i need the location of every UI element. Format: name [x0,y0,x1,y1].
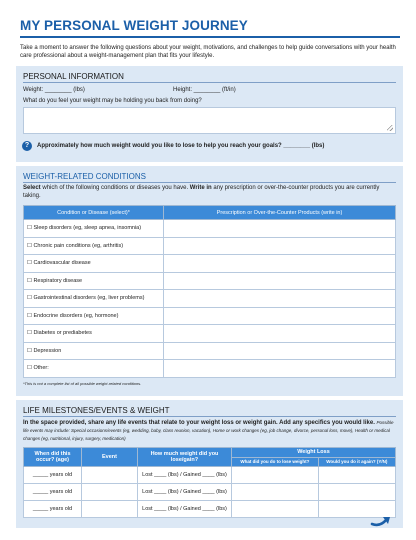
height-field[interactable]: Height: ________ (ft/in) [173,87,236,93]
condition-row [24,220,396,238]
age-cell[interactable]: _____ years old [24,467,82,484]
section-divider [23,82,396,83]
condition-checkbox-item[interactable]: ☐ Endocrine disorders (eg, hormone) [24,307,164,325]
page-title: MY PERSONAL WEIGHT JOURNEY [20,18,248,33]
intro-text-1: which of the following conditions or diseases you have. [40,185,190,191]
life-milestones-intro [23,419,397,443]
what-did-you-do-cell[interactable] [232,484,319,501]
amount-column-header: How much weight did you lose/gain? [138,448,232,467]
condition-checkbox-item[interactable]: ☐ Cardiovascular disease [24,255,164,273]
personal-info-title: PERSONAL INFORMATION [23,72,124,81]
what-did-you-do-cell[interactable] [232,467,319,484]
product-writein-cell[interactable] [164,360,396,378]
condition-checkbox-item[interactable]: ☐ Other: [24,360,164,378]
when-column-header: When did this occur? (age) [24,448,82,467]
do-it-again-cell[interactable] [318,467,395,484]
product-writein-cell[interactable] [164,342,396,360]
life-event-row [24,501,396,518]
event-cell[interactable] [82,501,138,518]
age-cell[interactable]: _____ years old [24,501,82,518]
weight-goal-question[interactable]: Approximately how much weight would you like to lose to help you reach your goals? ________ (lbs) [37,143,325,149]
product-writein-cell[interactable] [164,307,396,325]
life-milestones-section [16,400,403,528]
event-cell[interactable] [82,467,138,484]
condition-row [24,290,396,308]
what-did-you-do-subheader: What did you do to lose weight? [232,457,319,467]
products-column-header: Prescription or Over-the-Counter Products (write in) [164,206,396,220]
condition-checkbox-item[interactable]: ☐ Gastrointestinal disorders (eg, liver problems) [24,290,164,308]
weight-loss-column-header: Weight Loss [232,448,396,458]
condition-row [24,360,396,378]
life-event-row [24,467,396,484]
what-did-you-do-cell[interactable] [232,501,319,518]
question-icon: ? [22,141,32,151]
holding-back-question: What do you feel your weight may be holding you back from doing? [23,98,202,104]
resize-handle-icon[interactable] [387,125,393,131]
age-cell[interactable]: _____ years old [24,484,82,501]
amount-cell[interactable]: Lost ____ (lbs) / Gained ____ (lbs) [138,484,232,501]
condition-row [24,307,396,325]
intro-writein-word: Write in [189,185,212,191]
condition-checkbox-item[interactable]: ☐ Depression [24,342,164,360]
section-divider [23,416,396,417]
do-it-again-cell[interactable] [318,484,395,501]
condition-row [24,237,396,255]
holding-back-textarea[interactable] [23,107,396,134]
weight-conditions-title: WEIGHT-RELATED CONDITIONS [23,172,146,181]
conditions-table [23,205,396,378]
product-writein-cell[interactable] [164,290,396,308]
intro-select-word: Select [23,185,41,191]
event-cell[interactable] [82,484,138,501]
next-page-arrow-icon[interactable] [370,514,392,528]
life-event-row [24,484,396,501]
life-milestones-title: LIFE MILESTONES/EVENTS & WEIGHT [23,406,170,415]
weight-conditions-intro [23,185,395,200]
condition-checkbox-item[interactable]: ☐ Chronic pain conditions (eg, arthritis) [24,237,164,255]
life-intro-examples: Possible life events may include: Special occasions/events (eg, wedding, baby, class reunion, vacation), Home or work changes (eg, job change, divorce, personal loss, move), Health or medical changes (eg, nutritional, injury, surgery, medication) [23,420,394,441]
conditions-footnote: *This is not a complete list of all possible weight-related conditions. [23,381,142,386]
product-writein-cell[interactable] [164,220,396,238]
condition-checkbox-item[interactable]: ☐ Diabetes or prediabetes [24,325,164,343]
life-events-table [23,447,396,518]
intro-text-2: any prescription or over-the-counter products you are currently taking. [23,185,380,199]
product-writein-cell[interactable] [164,325,396,343]
condition-row [24,342,396,360]
weight-conditions-section [16,166,403,396]
weight-field[interactable]: Weight: ________ (lbs) [23,87,85,93]
condition-row [24,325,396,343]
condition-checkbox-item[interactable]: ☐ Respiratory disease [24,272,164,290]
title-divider [20,36,400,38]
condition-row [24,255,396,273]
product-writein-cell[interactable] [164,237,396,255]
section-divider [23,182,396,183]
condition-row [24,272,396,290]
life-intro-main: In the space provided, share any life events that relate to your weight loss or weight gain. Add any specifics you would like. [23,420,377,426]
amount-cell[interactable]: Lost ____ (lbs) / Gained ____ (lbs) [138,501,232,518]
do-it-again-subheader: Would you do it again? (Y/N) [318,457,395,467]
product-writein-cell[interactable] [164,255,396,273]
personal-info-section [16,66,403,162]
condition-checkbox-item[interactable]: ☐ Sleep disorders (eg, sleep apnea, insomnia) [24,220,164,238]
product-writein-cell[interactable] [164,272,396,290]
event-column-header: Event [82,448,138,467]
condition-column-header: Condition or Disease (select)* [24,206,164,220]
page-intro: Take a moment to answer the following questions about your weight, motivations, and challenges to help guide conversations with your health care professional about a weight-management plan that fits your lifestyle. [20,45,396,59]
amount-cell[interactable]: Lost ____ (lbs) / Gained ____ (lbs) [138,467,232,484]
